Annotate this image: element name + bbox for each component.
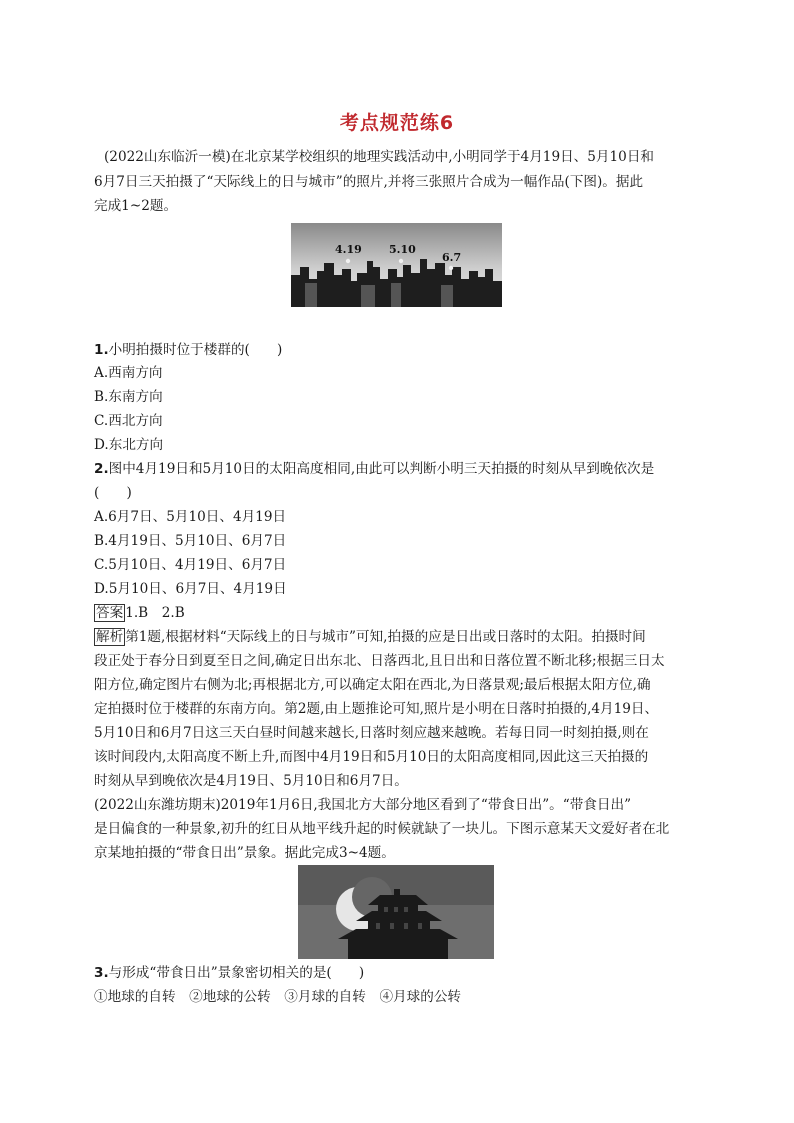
analysis-line-3: 阳方位,确定图片右侧为北;再根据北方,可以确定太阳在西北,为日落景观;最后根据太阳方位,确 bbox=[94, 677, 651, 693]
q2-number: 2. bbox=[94, 461, 109, 477]
q2-stem-cont: ( ) bbox=[94, 485, 132, 501]
intro1-line-2: 6月7日三天拍摄了“天际线上的日与城市”的照片,并将三张照片合成为一幅作品(下图)。据此 bbox=[94, 174, 644, 190]
intro2-line-1: (2022山东潍坊期末)2019年1月6日,我国北方大部分地区看到了“带食日出”。“带食日出” bbox=[94, 797, 632, 813]
q1-stem bbox=[94, 341, 282, 359]
q1-option-d: D.东北方向 bbox=[94, 437, 164, 453]
intro2-line-3: 京某地拍摄的“带食日出”景象。据此完成3~4题。 bbox=[94, 845, 395, 861]
q2-option-c: C.5月10日、4月19日、6月7日 bbox=[94, 557, 287, 573]
analysis-tag: 解析 bbox=[96, 629, 124, 645]
q3-number: 3. bbox=[94, 965, 109, 981]
sun-label-0510: 5.10 bbox=[389, 243, 416, 256]
eclipse-sunrise-photo bbox=[298, 865, 494, 959]
sun-label-0419: 4.19 bbox=[335, 243, 362, 256]
skyline-photo bbox=[291, 223, 502, 307]
intro2-line-2: 是日偏食的一种景象,初升的红日从地平线升起的时候就缺了一块儿。下图示意某天文爱好者在北 bbox=[94, 821, 670, 837]
q1-number: 1. bbox=[94, 342, 109, 358]
analysis-line-4: 定拍摄时位于楼群的东南方向。第2题,由上题推论可知,照片是小明在日落时拍摄的,4月19日、 bbox=[94, 701, 659, 717]
q2-option-a: A.6月7日、5月10日、4月19日 bbox=[94, 509, 287, 525]
q3-options: ①地球的自转 ②地球的公转 ③月球的自转 ④月球的公转 bbox=[94, 989, 462, 1005]
q2-option-b: B.4月19日、5月10日、6月7日 bbox=[94, 533, 287, 549]
answer-text: 1.B 2.B bbox=[125, 605, 185, 621]
intro1-line-3: 完成1~2题。 bbox=[94, 198, 178, 214]
q2-stem-text: 图中4月19日和5月10日的太阳高度相同,由此可以判断小明三天拍摄的时刻从早到晚依次是 bbox=[108, 461, 655, 477]
q1-option-c: C.西北方向 bbox=[94, 413, 163, 429]
analysis-first: 第1题,根据材料“天际线上的日与城市”可知,拍摄的应是日出或日落时的太阳。拍摄时间 bbox=[125, 629, 646, 645]
analysis-line-1 bbox=[94, 628, 646, 646]
q1-option-b: B.东南方向 bbox=[94, 389, 163, 405]
sun-label-0607: 6.7 bbox=[442, 251, 462, 264]
intro1-line-1: (2022山东临沂一模)在北京某学校组织的地理实践活动中,小明同学于4月19日、5月10日和 bbox=[104, 149, 655, 165]
q3-stem-text: 与形成“带食日出”景象密切相关的是( ) bbox=[108, 965, 365, 981]
q2-option-d: D.5月10日、6月7日、4月19日 bbox=[94, 581, 287, 597]
q1-option-a: A.西南方向 bbox=[94, 365, 163, 381]
analysis-line-6: 该时间段内,太阳高度不断上升,而图中4月19日和5月10日的太阳高度相同,因此这三天拍摄的 bbox=[94, 749, 649, 765]
q3-stem bbox=[94, 964, 364, 982]
analysis-line-2: 段正处于春分日到夏至日之间,确定日出东北、日落西北,且日出和日落位置不断北移;根据三日太 bbox=[94, 653, 665, 669]
answer-line bbox=[94, 604, 185, 622]
q1-stem-text: 小明拍摄时位于楼群的( ) bbox=[108, 342, 283, 358]
page-title: 考点规范练6 bbox=[339, 112, 455, 134]
answer-tag: 答案 bbox=[96, 605, 124, 621]
analysis-line-5: 5月10日和6月7日这三天白昼时间越来越长,日落时刻应越来越晚。若每日同一时刻拍摄,则在 bbox=[94, 725, 649, 741]
analysis-line-7: 时刻从早到晚依次是4月19日、5月10日和6月7日。 bbox=[94, 773, 408, 789]
q2-stem bbox=[94, 460, 654, 478]
